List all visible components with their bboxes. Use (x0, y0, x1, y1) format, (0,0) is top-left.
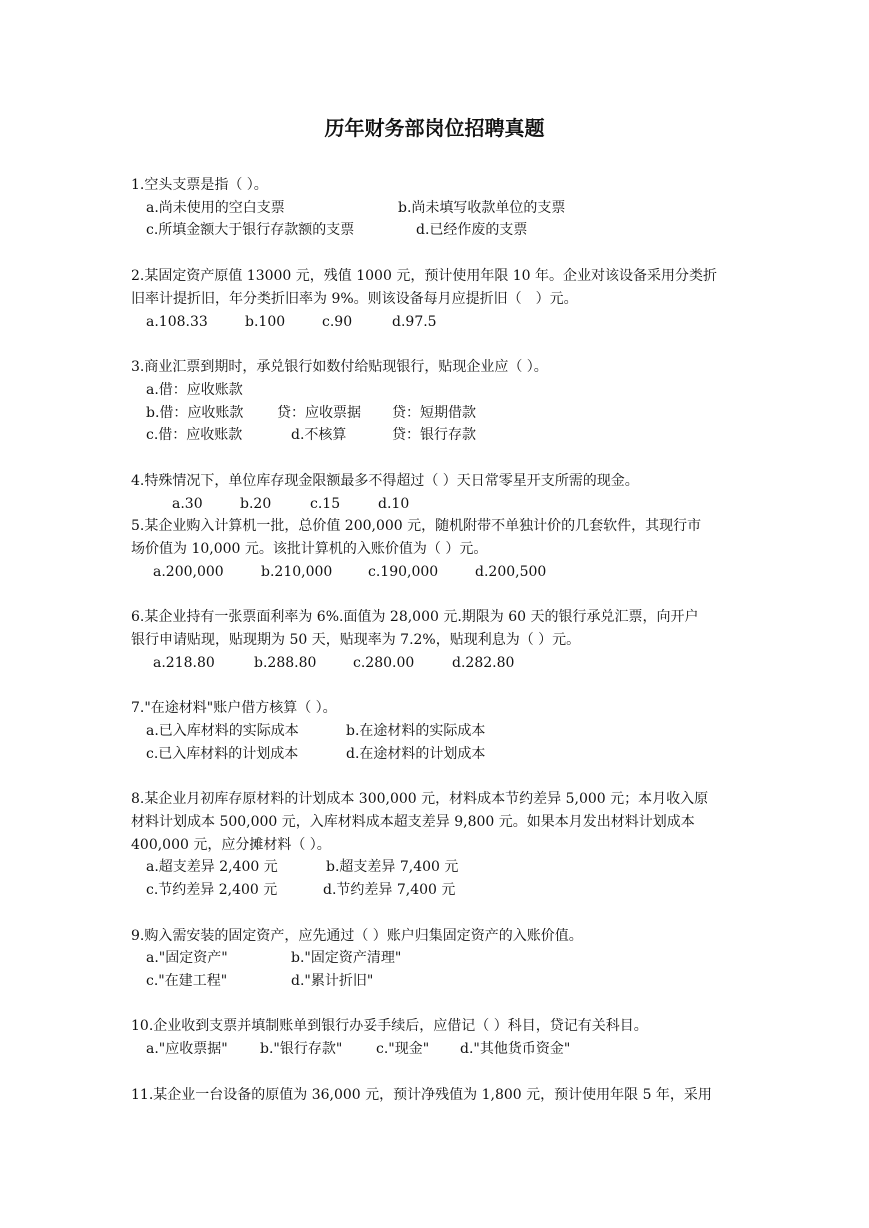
question-stem: 9.购入需安装的固定资产，应先通过（ ）账户归集固定资产的入账价值。 (131, 928, 583, 944)
option-c: c.15 (310, 496, 341, 512)
option-c-credit: 贷：银行存款 (392, 427, 476, 443)
option-b: b.超支差异 7,400 元 (326, 859, 459, 875)
option-c: c.所填金额大于银行存款额的支票 (146, 222, 355, 238)
question-stem: 6.某企业持有一张票面利率为 6%.面值为 28,000 元.期限为 60 天的银行承兑汇票，向开户 (131, 609, 699, 625)
option-a: a.借：应收账款 (146, 382, 243, 398)
question-stem: 11.某企业一台设备的原值为 36,000 元，预计净残值为 1,800 元，预计使用年限 5 年，采用 (131, 1087, 712, 1103)
option-a: a.30 (172, 496, 203, 512)
option-c: c.已入库材料的计划成本 (146, 746, 299, 762)
page-title: 历年财务部岗位招聘真题 (324, 116, 545, 140)
question-stem: 银行申请贴现，贴现期为 50 天，贴现率为 7.2%，贴现利息为（ ）元。 (131, 632, 581, 648)
option-d: d.10 (378, 496, 410, 512)
option-b: b.在途材料的实际成本 (346, 723, 486, 739)
question-stem: 5.某企业购入计算机一批，总价值 200,000 元，随机附带不单独计价的几套软件，其现行市 (131, 518, 702, 534)
option-b-credit-2: 贷：短期借款 (392, 405, 476, 421)
option-c: c.90 (322, 314, 353, 330)
option-b: b.20 (240, 496, 272, 512)
option-d: d.在途材料的计划成本 (346, 746, 486, 762)
question-stem: 2.某固定资产原值 13000 元，残值 1000 元，预计使用年限 10 年。企业对该设备采用分类折 (131, 268, 718, 284)
question-stem: 8.某企业月初库存原材料的计划成本 300,000 元，材料成本节约差异 5,000 元；本月收入原 (131, 791, 709, 807)
option-a: a.200,000 (153, 564, 224, 580)
option-c: c.节约差异 2,400 元 (146, 882, 278, 898)
question-stem: 4.特殊情况下，单位库存现金限额最多不得超过（ ）天日常零星开支所需的现金。 (131, 473, 639, 489)
question-stem: 10.企业收到支票并填制账单到银行办妥手续后，应借记（ ）科目，贷记有关科目。 (131, 1018, 648, 1034)
option-b: b.210,000 (261, 564, 333, 580)
question-stem: 7."在途材料"账户借方核算（ ）。 (131, 700, 337, 716)
option-c: c."在建工程" (146, 973, 228, 989)
option-c: c.借：应收账款 (146, 427, 243, 443)
option-b: b.尚未填写收款单位的支票 (398, 200, 566, 216)
option-a: a.超支差异 2,400 元 (146, 859, 278, 875)
option-a: a."固定资产" (146, 950, 228, 966)
option-a: a.尚未使用的空白支票 (146, 200, 285, 216)
option-b: b."银行存款" (260, 1041, 343, 1057)
option-a: a."应收票据" (146, 1041, 228, 1057)
option-a: a.108.33 (146, 314, 208, 330)
option-b: b."固定资产清理" (291, 950, 402, 966)
option-b: b.100 (245, 314, 286, 330)
question-stem: 材料计划成本 500,000 元，入库材料成本超支差异 9,800 元。如果本月发出材料计划成本 (131, 814, 695, 830)
option-a: a.218.80 (153, 655, 215, 671)
option-d: d.282.80 (452, 655, 515, 671)
option-c: c.280.00 (353, 655, 415, 671)
question-stem: 1.空头支票是指（ ）。 (131, 177, 268, 193)
option-b: b.288.80 (254, 655, 317, 671)
question-stem: 3.商业汇票到期时，承兑银行如数付给贴现银行，贴现企业应（ ）。 (131, 359, 548, 375)
option-d: d."其他货币资金" (460, 1041, 571, 1057)
option-a: a.已入库材料的实际成本 (146, 723, 299, 739)
question-stem: 旧率计提折旧，年分类折旧率为 9%。则该设备每月应提折旧（ ）元。 (131, 291, 578, 307)
question-stem: 400,000 元，应分摊材料（ ）。 (131, 837, 331, 853)
option-b: b.借：应收账款 (146, 405, 244, 421)
question-stem: 场价值为 10,000 元。该批计算机的入账价值为（ ）元。 (131, 541, 488, 557)
option-b-credit-1: 贷：应收票据 (277, 405, 361, 421)
option-c: c.190,000 (368, 564, 439, 580)
option-d: d.不核算 (291, 427, 347, 443)
option-d: d.已经作废的支票 (416, 222, 528, 238)
option-c: c."现金" (376, 1041, 430, 1057)
option-d: d."累计折旧" (291, 973, 374, 989)
option-d: d.节约差异 7,400 元 (323, 882, 456, 898)
option-d: d.200,500 (475, 564, 547, 580)
option-d: d.97.5 (392, 314, 437, 330)
